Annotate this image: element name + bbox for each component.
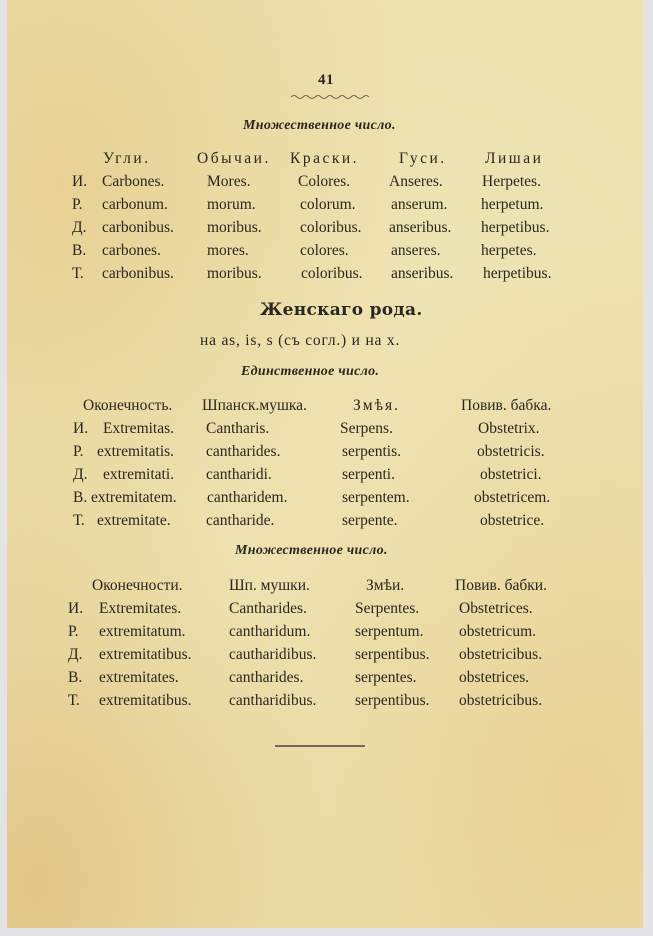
page-number: 41 xyxy=(318,72,334,88)
cell: serpente. xyxy=(342,512,398,529)
section2-subheading: на as, is, s (съ согл.) и на x. xyxy=(200,332,401,349)
case-label: В. xyxy=(73,489,88,506)
cell: obstetricem. xyxy=(474,489,551,506)
cell: moribus. xyxy=(207,265,262,282)
cell: serpentum. xyxy=(355,623,424,640)
cell: carbones. xyxy=(102,242,161,259)
cell: cantharide. xyxy=(206,512,275,529)
case-label: Т. xyxy=(73,512,85,529)
section2-heading: Женскаго рода. xyxy=(260,300,423,320)
cell: extremitate. xyxy=(97,512,171,529)
cell: anseribus. xyxy=(391,265,454,282)
cell: serpentem. xyxy=(342,489,410,506)
cell: Extremitas. xyxy=(103,420,175,437)
case-label: В. xyxy=(68,669,83,686)
end-rule-divider xyxy=(275,745,365,747)
cell: Serpentes. xyxy=(355,600,420,617)
case-label: И. xyxy=(72,173,88,190)
cell: obstetricis. xyxy=(477,443,545,460)
case-label: И. xyxy=(73,420,89,437)
cell: obstetrices. xyxy=(459,669,530,686)
cell: carbonibus. xyxy=(102,219,174,236)
cell: Obstetrices. xyxy=(459,600,533,617)
cell: serpentis. xyxy=(342,443,401,460)
case-label: В. xyxy=(72,242,87,259)
header-ugli: Угли. xyxy=(103,150,151,167)
case-label: Д. xyxy=(73,466,88,483)
cell: colorum. xyxy=(300,196,356,213)
cell: serpentibus. xyxy=(355,646,430,663)
cell: cantharidibus. xyxy=(229,692,317,709)
header-poviv-babki: Повив. бабки. xyxy=(455,577,547,594)
singular-title: Единственное число. xyxy=(241,364,380,379)
cell: Carbones. xyxy=(102,173,165,190)
cell: carbonibus. xyxy=(102,265,174,282)
case-label: И. xyxy=(68,600,84,617)
cell: extremitatibus. xyxy=(99,692,192,709)
case-label: Т. xyxy=(72,265,84,282)
case-label: Р. xyxy=(73,443,84,460)
case-label: Р. xyxy=(68,623,79,640)
cell: cantharidi. xyxy=(206,466,272,483)
header-shpansk-mushka: Шпанск.мушка. xyxy=(202,397,307,414)
cell: obstetricibus. xyxy=(459,692,543,709)
cell: herpetum. xyxy=(481,196,544,213)
cell: morum. xyxy=(207,196,256,213)
header-zmei: Змѣи. xyxy=(366,577,405,594)
header-okonechnosti: Оконечности. xyxy=(92,577,183,594)
cell: Extremitates. xyxy=(99,600,182,617)
ornament-squiggle-icon xyxy=(291,94,369,100)
book-page xyxy=(7,0,643,928)
case-label: Р. xyxy=(72,196,83,213)
cell: coloribus. xyxy=(301,265,363,282)
case-label: Д. xyxy=(72,219,87,236)
header-gusi: Гуси. xyxy=(399,150,447,167)
cell: cantharidem. xyxy=(207,489,288,506)
cell: Serpens. xyxy=(340,420,393,437)
cell: Herpetes. xyxy=(482,173,541,190)
cell: carbonum. xyxy=(102,196,168,213)
cell: Mores. xyxy=(207,173,251,190)
cell: extremitates. xyxy=(99,669,179,686)
plural-title: Множественное число. xyxy=(235,543,388,558)
cell: herpetibus. xyxy=(483,265,552,282)
cell: moribus. xyxy=(207,219,262,236)
cell: serpentibus. xyxy=(355,692,430,709)
header-obychai: Обычаи. xyxy=(197,150,271,167)
header-kraski: Краски. xyxy=(290,150,360,167)
cell: extremitatibus. xyxy=(99,646,192,663)
cell: anseribus. xyxy=(389,219,452,236)
cell: cantharidum. xyxy=(229,623,311,640)
cell: extremitatem. xyxy=(91,489,177,506)
header-zmeya: Змѣя. xyxy=(353,397,400,414)
cell: extremitati. xyxy=(103,466,175,483)
header-poviv-babka: Повив. бабка. xyxy=(461,397,552,414)
case-label: Т. xyxy=(68,692,80,709)
cell: extremitatum. xyxy=(99,623,186,640)
cell: obstetrici. xyxy=(480,466,542,483)
header-shp-mushki: Шп. мушки. xyxy=(229,577,310,594)
cell: Cantharides. xyxy=(229,600,307,617)
cell: coloribus. xyxy=(300,219,362,236)
cell: serpenti. xyxy=(342,466,395,483)
cell: anserum. xyxy=(391,196,448,213)
case-label: Д. xyxy=(68,646,83,663)
cell: extremitatis. xyxy=(97,443,175,460)
cell: obstetricibus. xyxy=(459,646,543,663)
cell: herpetes. xyxy=(481,242,537,259)
section1-title: Множественное число. xyxy=(243,118,396,133)
cell: obstetricum. xyxy=(459,623,537,640)
cell: mores. xyxy=(207,242,249,259)
cell: Colores. xyxy=(298,173,351,190)
header-lishai: Лишаи xyxy=(485,150,544,167)
cell: colores. xyxy=(300,242,349,259)
cell: Cantharis. xyxy=(206,420,270,437)
cell: serpentes. xyxy=(355,669,417,686)
cell: anseres. xyxy=(391,242,441,259)
cell: cantharides. xyxy=(229,669,304,686)
cell: Obstetrix. xyxy=(478,420,540,437)
cell: Anseres. xyxy=(389,173,443,190)
header-okonechnost: Оконечность. xyxy=(83,397,173,414)
cell: obstetrice. xyxy=(480,512,545,529)
cell: cautharidibus. xyxy=(229,646,317,663)
cell: herpetibus. xyxy=(481,219,550,236)
cell: cantharides. xyxy=(206,443,281,460)
